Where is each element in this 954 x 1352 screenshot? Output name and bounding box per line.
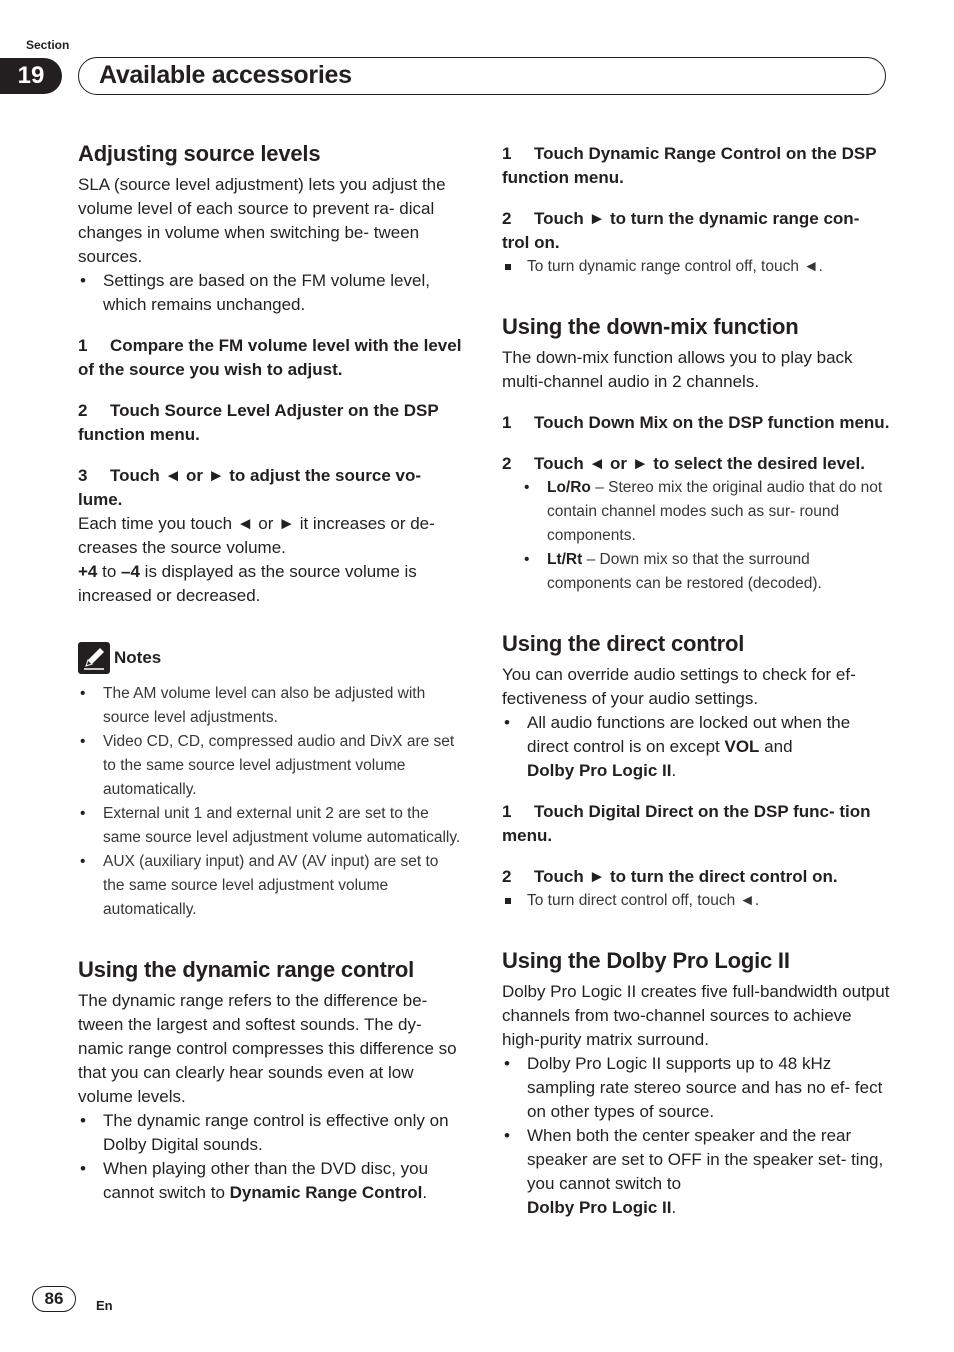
sla-step-1: 1 Compare the FM volume level with the level of the source you wish to adjust. [78, 336, 462, 379]
downmix-option-ltrt: • Lt/Rt – Down mix so that the surround components can be restored (decoded). [502, 548, 890, 596]
note-item: • AUX (auxiliary input) and AV (AV input) are set to the same source level adjustment volume automatically. [78, 850, 464, 922]
page-number: 86 [32, 1286, 76, 1312]
sla-body-2: +4 to –4 is displayed as the source volume is increased or decreased. [78, 562, 417, 605]
drc-bullet-2: • When playing other than the DVD disc, you cannot switch to Dynamic Range Control. [78, 1157, 464, 1205]
language-label: En [96, 1298, 113, 1313]
dolby-intro: Dolby Pro Logic II creates five full-bandwidth output channels from two-channel sources to achieve high-purity matrix surround. [502, 982, 890, 1049]
direct-bullet: • All audio functions are locked out when the direct control is on except VOL and Dolby Pro Logic II. [502, 711, 890, 783]
downmix-step-2: 2 Touch ◄ or ► to select the desired level. [502, 454, 865, 473]
note-item: • Video CD, CD, compressed audio and DivX are set to the same source level adjustment volume automatically. [78, 730, 464, 802]
drc-step-1: 1 Touch Dynamic Range Control on the DSP function menu. [502, 144, 877, 187]
section-title: Available accessories [99, 61, 352, 89]
heading-dolby-pro-logic: Using the Dolby Pro Logic II [502, 948, 790, 973]
dolby-bullet-1: • Dolby Pro Logic II supports up to 48 kHz sampling rate stereo source and has no ef- fect on other types of source. [502, 1052, 890, 1124]
notes-title: Notes [114, 648, 162, 667]
section-label: Section [26, 38, 70, 52]
pencil-icon [78, 642, 110, 674]
drc-intro: The dynamic range refers to the difference be- tween the largest and softest sounds. The dy- namic range control compresses this difference so that you can clearly hear sounds even at low volume levels. [78, 991, 457, 1106]
heading-adjusting-source-levels: Adjusting source levels [78, 141, 321, 166]
drc-step-2: 2 Touch ► to turn the dynamic range con- trol on. [502, 209, 860, 252]
direct-intro: You can override audio settings to check for ef- fectiveness of your audio settings. [502, 665, 856, 708]
sla-bullet: • Settings are based on the FM volume level, which remains unchanged. [78, 269, 464, 317]
note-item: • The AM volume level can also be adjusted with source level adjustments. [78, 682, 464, 730]
dolby-bullet-2: • When both the center speaker and the rear speaker are set to OFF in the speaker set- ting, you cannot switch to Dolby Pro Logic II. [502, 1124, 890, 1220]
right-column [502, 142, 890, 1220]
sla-step-3: 3 Touch ◄ or ► to adjust the source vo- lume. [78, 466, 422, 509]
heading-down-mix: Using the down-mix function [502, 314, 799, 339]
drc-bullet-1: • The dynamic range control is effective only on Dolby Digital sounds. [78, 1109, 464, 1157]
direct-step-2-note: To turn direct control off, touch ◄. [502, 889, 890, 913]
section-title-box [78, 57, 886, 95]
left-column [78, 140, 464, 1205]
heading-dynamic-range-control: Using the dynamic range control [78, 957, 415, 982]
sla-body-1: Each time you touch ◄ or ► it increases or de- creases the source volume. [78, 514, 435, 557]
downmix-step-1: 1 Touch Down Mix on the DSP function menu. [502, 413, 890, 432]
note-item: • External unit 1 and external unit 2 are set to the same source level adjustment volume automatically. [78, 802, 464, 850]
downmix-intro: The down-mix function allows you to play back multi-channel audio in 2 channels. [502, 348, 853, 391]
downmix-option-loro: • Lo/Ro – Stereo mix the original audio that do not contain channel modes such as sur- round components. [502, 476, 890, 548]
sla-step-2: 2 Touch Source Level Adjuster on the DSP function menu. [78, 401, 439, 444]
section-number: 19 [0, 58, 62, 94]
sla-intro: SLA (source level adjustment) lets you adjust the volume level of each source to prevent ra- dical changes in volume when switching be- tween sources. [78, 175, 446, 266]
notes-header [78, 642, 464, 674]
direct-step-1: 1 Touch Digital Direct on the DSP func- tion menu. [502, 802, 871, 845]
drc-step-2-note: To turn dynamic range control off, touch ◄. [502, 255, 890, 279]
direct-step-2: 2 Touch ► to turn the direct control on. [502, 867, 838, 886]
heading-direct-control: Using the direct control [502, 631, 745, 656]
